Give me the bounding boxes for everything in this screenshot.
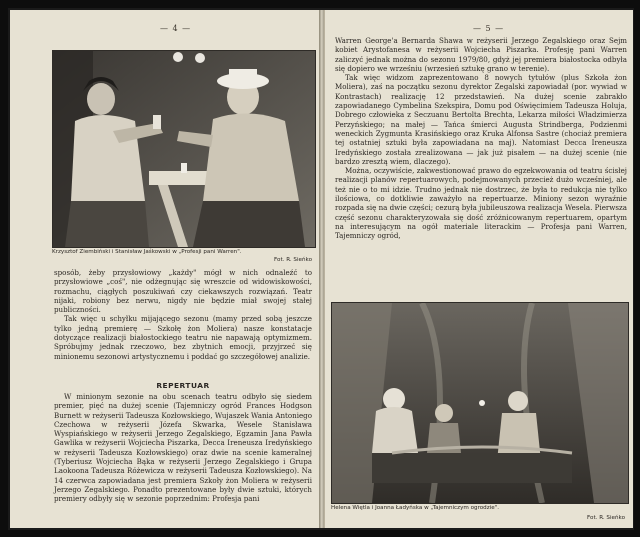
photo-caption: Krzysztof Ziembiński i Stanisław Jaśkowski w „Profesji pani Warren". xyxy=(52,249,242,255)
stage-photo-illustration xyxy=(332,303,628,503)
paragraph: Tak więc u schyłku mijającego sezonu (mamy przed sobą jeszcze tylko jedną premierę — Szkołę żon Moliera) nasze konstatacje dotyczące realizacji białostockiego teatru nie napawają optymizmem. Spróbujmy jednak rzeczowo, bez zbytnich emocji, przyjrzeć się minionemu sezonowi artystycznemu i poddać go szczegółowej analizie. xyxy=(54,314,312,361)
paragraph: Można, oczywiście, zakwestionować prawo do egzekwowania od teatru ścisłej realizacji planów repertuarowych, podejmowanych przecież dużo wcześniej, ale też nie o to mi idzie. Trudno jednak nie dostrzec, że była to redukcja nie tylko ilościowa, co dotkliwie zaważyło na repertuarze. Miniony sezon wyraźnie rozpada się na dwie części; cezurą była jubileuszowa realizacja Wesela. Pierwsza część sezonu charakteryzowała się dość zróżnicowanym repertuarem, opartym na interesującym na ogół materiale literackim — Profesja pani Warren, Tajemniczy ogród, xyxy=(335,166,627,241)
right-page xyxy=(324,10,633,528)
photo-credit: Fot. R. Sieńko xyxy=(274,257,312,263)
body-text-continued xyxy=(335,36,627,241)
body-text-repertoire xyxy=(54,392,312,504)
stage-photo-actors-drinking xyxy=(52,50,316,248)
paragraph: Tak więc widzom zaprezentowano 8 nowych tytułów (plus Szkoła żon Moliera), zaś na początku sezonu dyrektor Zegalski zapowiadał (por. wywiad w Kontrastach) realizację 12 przedstawień. Na dużej scenie zabrakło zapowiadanego Cymbelina Szekspira, Domu pod Oświęcimiem Tadeusza Holuja, Dobrego człowieka z Seczuanu Bertolta Brechta, Lekarza miłości Władzimierza Perzyńskiego; na małej — Tańca śmierci Augusta Strindberga, Podzienmi weneckich Zygmunta Krasińskiego oraz Kruka Alfonsa Sastre (chociaż premiera tej ostatniej sztuki była zapowiadana na maj). Natomiast Decca Ireneusza Iredyńskiego została zrealizowana — jak już pisałem — na dużej scenie (nie bardzo zresztą wiem, dlaczego). xyxy=(335,73,627,166)
paragraph: Warren George'a Bernarda Shawa w reżyserii Jerzego Zegalskiego oraz Sejm kobiet Arystofanesa w reżyserii Wojciecha Piszarka. Profesję pani Warren zaliczyć jednak można do sezonu 1979/80, gdyż jej premiera białostocka odbyła się dopiero we wrześniu (wrzesień sztukę grano w terenie). xyxy=(335,36,627,73)
section-heading: REPERTUAR xyxy=(156,381,210,390)
paragraph: sposób, żeby przysłowiowy „każdy" mógł w nich odnaleźć to przysłowiowe „coś", nie odżegnując się wreszcie od widowiskowości, rozmachu, ciągłych poszukiwań czy ciekawszych rozwiązań. Teatr nijaki, robiony bez nerwu, nigdy nie będzie miał swojej stałej publiczności. xyxy=(54,268,312,315)
photo-caption: Helena Więtla i Joanna Ładyńska w „Tajemniczym ogrodzie". xyxy=(331,505,500,511)
stage-photo-illustration xyxy=(53,51,315,247)
left-page xyxy=(10,10,321,528)
paragraph: W minionym sezonie na obu scenach teatru odbyło się siedem premier, pięć na dużej scenie (Tajemniczy ogród Frances Hodgson Burnett w reżyserii Tadeusza Kozłowskiego, Wujaszek Wania Antoniego Czechowa w reżyserii Józefa Skwarka, Wesele Stanisława Wyspiańskiego w reżyserii Jerzego Zegalskiego, Egzamin Jana Pawła Gawlika w reżyserii Wojciecha Piszarka, Decca Ireneusza Iredyńskiego w reżyserii Tadeusza Kozłowskiego) oraz dwie na scenie kameralnej (Tyberiusz Wojciecha Bąka w reżyserii Jerzego Zegalskiego i Grupa Laokoona Tadeusza Różewicza w reżyserii Tadeusza Kozłowskiego). Na 14 czerwca zapowiadana jest premiera Szkoły żon Moliera w reżyserii Jerzego Zegalskiego. Ponadto prezentowane były dwie sztuki, których premiery odbyły się w sezonie poprzednim: Profesja pani xyxy=(54,392,312,504)
page-number: — 5 — xyxy=(473,24,505,33)
booklet-spread xyxy=(8,8,634,530)
stage-photo-secret-garden xyxy=(331,302,629,504)
page-number: — 4 — xyxy=(160,24,192,33)
body-text-intro xyxy=(54,268,312,361)
photo-credit: Fot. R. Sieńko xyxy=(587,515,625,521)
